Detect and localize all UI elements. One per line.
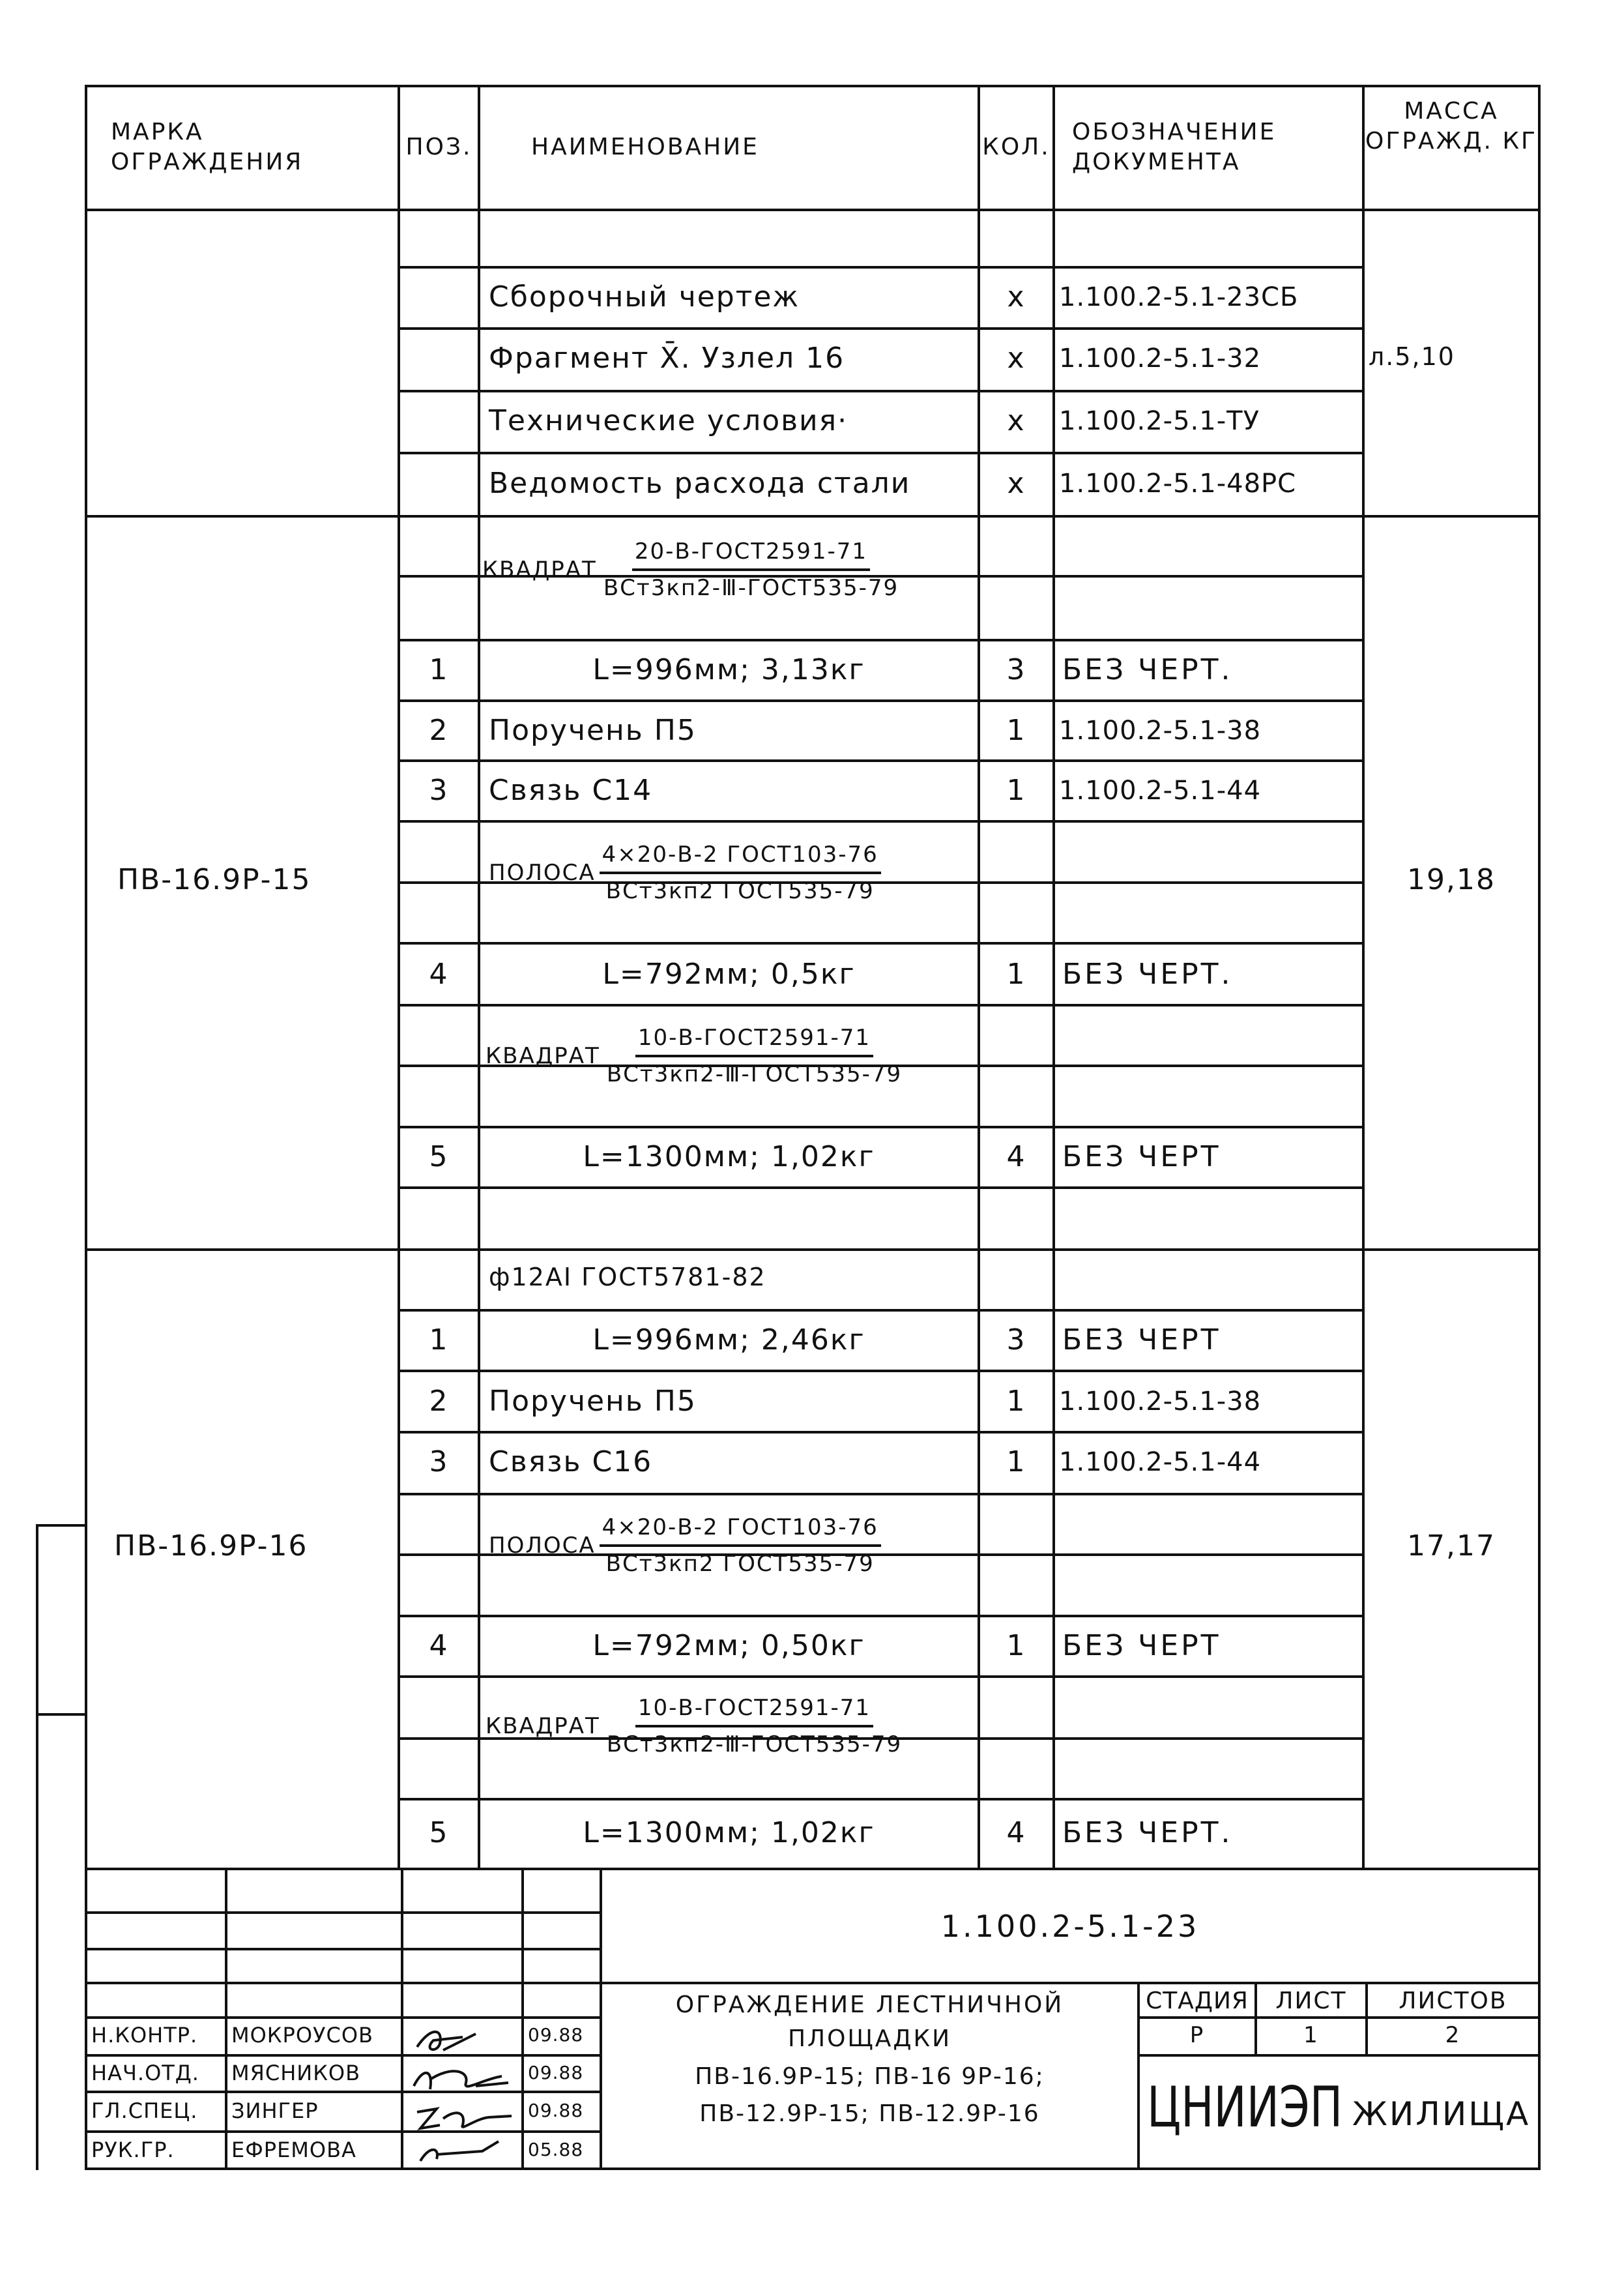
- group1-profile2-den: ВСт3кп2 ГОСТ535-79: [605, 878, 875, 904]
- group2-item1-pos: 1: [429, 1323, 449, 1357]
- group2-item4-name: L=792мм; 0,50кг: [592, 1629, 865, 1662]
- sig-name-3: ЗИНГЕР: [231, 2098, 319, 2123]
- sig-role-4: РУК.ГР.: [91, 2138, 175, 2162]
- group2-profile3-den: ВСт3кп2-Ⅲ-ГОСТ535-79: [606, 1731, 903, 1757]
- group2-mass: 17,17: [1407, 1529, 1496, 1563]
- common-name-3: Технические условия·: [489, 404, 848, 437]
- group2-profile1: ф12АI ГОСТ5781-82: [489, 1263, 766, 1291]
- sig-date-1: 09.88: [528, 2024, 584, 2046]
- group2-profile3-label: КВАДРАТ: [486, 1713, 600, 1739]
- common-doc-1: 1.100.2-5.1-23СБ: [1059, 282, 1299, 312]
- common-doc-4: 1.100.2-5.1-48РС: [1059, 469, 1297, 499]
- group1-item4-name: L=792мм; 0,5кг: [602, 958, 856, 991]
- header-qty: КОЛ.: [982, 134, 1051, 160]
- group1-item5-pos: 5: [429, 1140, 449, 1173]
- group2-item2-name: Поручень П5: [489, 1385, 697, 1418]
- common-name-4: Ведомость расхода стали: [489, 467, 911, 500]
- group1-profile1-label: КВАДРАТ: [482, 557, 597, 583]
- group1-item5-doc: БЕЗ ЧЕРТ: [1062, 1140, 1221, 1173]
- common-mass-ref: л.5,10: [1369, 342, 1455, 371]
- group1-profile2: [489, 842, 881, 904]
- sig-date-2: 09.88: [528, 2062, 584, 2083]
- group1-item1-doc: БЕЗ ЧЕРТ.: [1062, 653, 1233, 686]
- common-doc-3: 1.100.2-5.1-ТУ: [1059, 406, 1260, 436]
- group1-item1-pos: 1: [429, 653, 449, 686]
- sig-role-3: ГЛ.СПЕЦ.: [91, 2098, 198, 2123]
- group1-profile3: [486, 1025, 905, 1087]
- group1-profile2-num: 4×20-В-2 ГОСТ103-76: [600, 842, 881, 874]
- group1-mark: ПВ-16.9Р-15: [117, 863, 312, 896]
- title-line-3: ПВ-16.9Р-15; ПВ-16 9Р-16;: [695, 2063, 1045, 2090]
- sig-role-2: НАЧ.ОТД.: [91, 2061, 199, 2085]
- sheet-label: ЛИСТ: [1275, 1988, 1347, 2014]
- common-qty-4: х: [1007, 467, 1026, 500]
- sheets-value: 2: [1445, 2022, 1461, 2048]
- sig-date-4: 05.88: [528, 2139, 584, 2160]
- group2-item2-qty: 1: [1006, 1385, 1026, 1418]
- group1-item2-pos: 2: [429, 714, 449, 747]
- org-sub: ЖИЛИЩА: [1352, 2095, 1531, 2133]
- header-doc: ОБОЗНАЧЕНИЕ ДОКУМЕНТА: [1072, 119, 1277, 175]
- group2-profile2: [489, 1514, 881, 1577]
- group1-item5-name: L=1300мм; 1,02кг: [583, 1140, 875, 1173]
- group1-item2-qty: 1: [1006, 714, 1026, 747]
- group2-item2-doc: 1.100.2-5.1-38: [1059, 1387, 1262, 1417]
- group1-item1-name: L=996мм; 3,13кг: [592, 653, 865, 686]
- group2-item4-qty: 1: [1006, 1629, 1026, 1662]
- sheets-label: ЛИСТОВ: [1399, 1988, 1507, 2014]
- group2-item5-name: L=1300мм; 1,02кг: [583, 1816, 875, 1849]
- group1-item2-doc: 1.100.2-5.1-38: [1059, 716, 1262, 746]
- sheet-value: 1: [1303, 2022, 1319, 2048]
- group2-mark: ПВ-16.9Р-16: [114, 1529, 308, 1563]
- title-line-2: ПЛОЩАДКИ: [787, 2025, 952, 2052]
- group1-item3-pos: 3: [429, 774, 449, 807]
- group2-profile3: [486, 1695, 905, 1757]
- group2-item5-doc: БЕЗ ЧЕРТ.: [1062, 1816, 1233, 1849]
- group2-item5-pos: 5: [429, 1816, 449, 1849]
- group2-item2-pos: 2: [429, 1385, 449, 1418]
- handwritten-signatures: [404, 2021, 521, 2167]
- group2-profile2-label: ПОЛОСА: [489, 1533, 596, 1559]
- sig-date-3: 09.88: [528, 2100, 584, 2121]
- common-name-2: Фрагмент Х̄. Узлел 16: [489, 342, 845, 375]
- group2-profile2-den: ВСт3кп2 ГОСТ535-79: [605, 1551, 875, 1577]
- sig-name-1: МОКРОУСОВ: [231, 2023, 373, 2048]
- group1-item4-pos: 4: [429, 958, 449, 991]
- group2-item3-doc: 1.100.2-5.1-44: [1059, 1447, 1262, 1477]
- sig-name-4: ЕФРЕМОВА: [231, 2138, 356, 2162]
- group2-item3-pos: 3: [429, 1445, 449, 1478]
- group2-item3-name: Связь С16: [489, 1445, 653, 1478]
- title-line-1: ОГРАЖДЕНИЕ ЛЕСТНИЧНОЙ: [675, 1991, 1064, 2018]
- header-pos: ПОЗ.: [405, 134, 472, 160]
- group2-profile2-num: 4×20-В-2 ГОСТ103-76: [600, 1514, 881, 1547]
- common-qty-2: х: [1007, 342, 1026, 375]
- group1-item3-qty: 1: [1006, 774, 1026, 807]
- group1-item5-qty: 4: [1006, 1140, 1026, 1173]
- group2-item3-qty: 1: [1006, 1445, 1026, 1478]
- group1-mass: 19,18: [1407, 863, 1496, 896]
- group1-item2-name: Поручень П5: [489, 714, 697, 747]
- org-main: ЦНИИЭП: [1147, 2075, 1343, 2140]
- group1-item4-qty: 1: [1006, 958, 1026, 991]
- group1-item3-doc: 1.100.2-5.1-44: [1059, 776, 1262, 806]
- group2-item4-doc: БЕЗ ЧЕРТ: [1062, 1629, 1221, 1662]
- group1-profile1-den: ВСт3кп2-Ⅲ-ГОСТ535-79: [603, 575, 899, 601]
- stage-value: Р: [1189, 2022, 1205, 2048]
- group1-profile3-num: 10-В-ГОСТ2591-71: [635, 1025, 873, 1057]
- common-doc-2: 1.100.2-5.1-32: [1059, 344, 1262, 374]
- title-line-4: ПВ-12.9Р-15; ПВ-12.9Р-16: [699, 2100, 1040, 2127]
- group1-profile2-label: ПОЛОСА: [489, 860, 596, 886]
- stage-label: СТАДИЯ: [1146, 1988, 1249, 2014]
- sig-role-1: Н.КОНТР.: [91, 2023, 198, 2048]
- common-qty-1: х: [1007, 280, 1026, 314]
- header-mass: МАССА ОГРАЖД. КГ: [1365, 98, 1537, 154]
- group1-profile1-num: 20-В-ГОСТ2591-71: [632, 538, 870, 571]
- header-mark: МАРКА ОГРАЖДЕНИЯ: [111, 119, 304, 175]
- group2-item5-qty: 4: [1006, 1816, 1026, 1849]
- group2-item1-qty: 3: [1006, 1323, 1026, 1357]
- header-name: НАИМЕНОВАНИЕ: [531, 134, 759, 160]
- group2-item4-pos: 4: [429, 1629, 449, 1662]
- group1-item1-qty: 3: [1006, 653, 1026, 686]
- group2-item1-name: L=996мм; 2,46кг: [592, 1323, 865, 1357]
- group1-profile3-den: ВСт3кп2-Ⅲ-ГОСТ535-79: [606, 1061, 903, 1087]
- group2-item1-doc: БЕЗ ЧЕРТ: [1062, 1323, 1221, 1357]
- group1-profile3-label: КВАДРАТ: [486, 1043, 600, 1069]
- common-qty-3: х: [1007, 404, 1026, 437]
- group1-item4-doc: БЕЗ ЧЕРТ.: [1062, 958, 1233, 991]
- sig-name-2: МЯСНИКОВ: [231, 2061, 361, 2085]
- document-designation: 1.100.2-5.1-23: [940, 1909, 1200, 1944]
- group1-profile1: [482, 538, 901, 601]
- group1-item3-name: Связь С14: [489, 774, 653, 807]
- group2-profile3-num: 10-В-ГОСТ2591-71: [635, 1695, 873, 1727]
- common-name-1: Сборочный чертеж: [489, 280, 800, 314]
